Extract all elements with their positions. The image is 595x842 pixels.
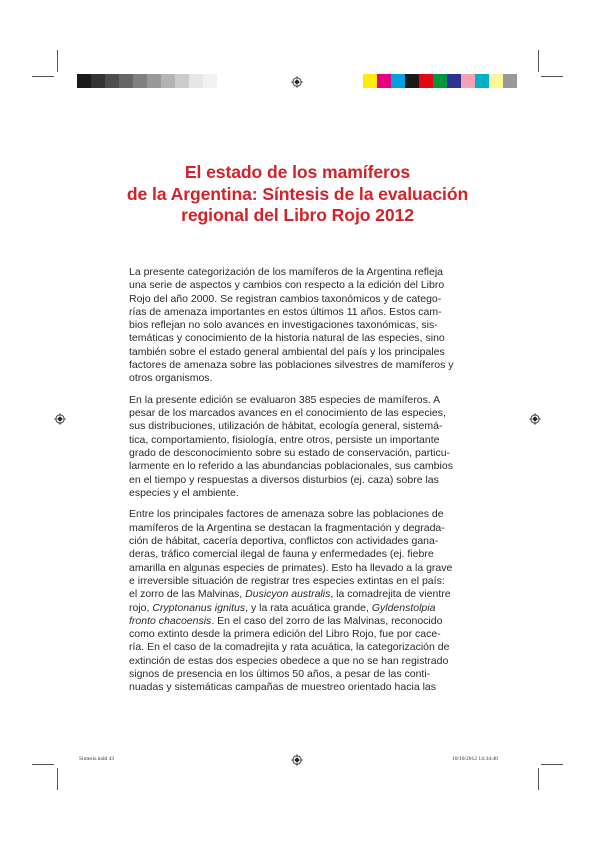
text-line: mamíferos de la Argentina se destacan la fragmentación y degrada- (129, 521, 445, 534)
text-line: rías de amenaza importantes en estos últimos 11 años. Estos cam- (129, 305, 442, 318)
species-name: Cryptonanus ignitus (152, 601, 246, 614)
text-line: nuadas y sistemáticas campañas de muestreo orientado hacia las (129, 681, 437, 694)
text-line: el zorro de las Malvinas, Dusicyon australis, la comadrejita de vientre (129, 588, 451, 601)
text-line: ría. En el caso de la comadrejita y rata acuática, la categorización de (129, 641, 450, 654)
color-swatch (391, 74, 405, 88)
page-title (60, 162, 535, 227)
species-name: Dusicyon australis (245, 588, 331, 601)
text-line: en el tiempo y respuestas a diversos disturbios (ej. caza) sobre las (129, 473, 439, 486)
text-line: factores de amenaza sobre las poblaciones silvestres de mamíferos y (129, 359, 454, 372)
text-line: sus distribuciones, utilización de hábitat, ecología general, sistemá- (129, 420, 443, 433)
text-line: La presente categorización de los mamíferos de la Argentina refleja (129, 266, 444, 278)
registration-mark-icon (291, 754, 303, 766)
text-line: como extinto desde la primera edición del Libro Rojo, fue por cace- (129, 628, 441, 641)
body-text (129, 266, 470, 703)
file-slug: Sintesis.indd 43 (79, 756, 115, 762)
text-line: fronto chacoensis. En el caso del zorro de las Malvinas, reconocido (129, 614, 443, 627)
text-line: pesar de los marcados avances en el conocimiento de las especies, (129, 407, 446, 420)
paragraph (129, 266, 470, 386)
color-swatch (203, 74, 217, 88)
color-swatch (489, 74, 503, 88)
paragraph (129, 394, 470, 500)
color-swatch (419, 74, 433, 88)
color-swatch (105, 74, 119, 88)
color-swatch (119, 74, 133, 88)
text-line: rojo, Cryptonanus ignitus, y la rata acuática grande, Gyldenstolpia (129, 601, 436, 614)
print-timestamp: 10/10/2012 14:34:40 (452, 756, 498, 762)
color-swatch (447, 74, 461, 88)
color-swatch (433, 74, 447, 88)
crop-mark (538, 50, 539, 72)
title-line: de la Argentina: Síntesis de la evaluación (126, 183, 469, 204)
color-swatch (147, 74, 161, 88)
text-line: En la presente edición se evaluaron 385 especies de mamíferos. A (129, 393, 441, 406)
title-line: regional del Libro Rojo 2012 (181, 205, 414, 225)
text-line: especies y el ambiente. (129, 486, 239, 499)
text-line: Rojo del año 2000. Se registran cambios taxonómicos y de catego- (129, 292, 442, 305)
text-line: larmente en lo referido a las abundancias poblacionales, sus cambios (129, 460, 453, 473)
crop-mark (57, 50, 58, 72)
color-swatch (133, 74, 147, 88)
text-line: ción de hábitat, cacería deportiva, conflictos con actividades gana- (129, 535, 439, 548)
crop-mark (541, 76, 563, 77)
registration-mark-icon (529, 413, 541, 425)
color-swatch (405, 74, 419, 88)
grayscale-color-bar (77, 74, 217, 88)
text-line: también sobre el estado general ambiental del país y los principales (129, 345, 445, 358)
text-line: deras, tráfico comercial ilegal de fauna y enfermedades (ej. fiebre (129, 548, 434, 561)
color-swatch (91, 74, 105, 88)
text-line: temáticas y conocimiento de la historia natural de las especies, sino (129, 332, 445, 345)
color-swatch (189, 74, 203, 88)
text-line: amarilla en algunas especies de primates). Esto ha llevado a la grave (129, 561, 453, 574)
color-swatch (475, 74, 489, 88)
process-color-bar (363, 74, 517, 88)
crop-mark (538, 768, 539, 790)
species-name: fronto chacoensis (129, 614, 212, 627)
color-swatch (363, 74, 377, 88)
text-line: extinción de estas dos especies obedece a que no se han registrado (129, 654, 449, 667)
crop-mark (541, 764, 563, 765)
text-line: tica, comportamiento, fisiología, entre otros, persiste un importante (129, 433, 440, 446)
registration-mark-icon (54, 413, 66, 425)
text-line: e irreversible situación de registrar tres especies extintas en el país: (129, 574, 445, 587)
registration-mark-icon (291, 76, 303, 88)
text-line: otros organismos. (129, 372, 213, 385)
paragraph (129, 508, 470, 694)
color-swatch (77, 74, 91, 88)
crop-mark (32, 764, 54, 765)
text-line: una serie de aspectos y cambios con respecto a la edición del Libro (129, 279, 445, 292)
crop-mark (32, 76, 54, 77)
species-name: Gyldenstolpia (371, 601, 436, 614)
title-line: El estado de los mamíferos (184, 162, 411, 182)
color-swatch (503, 74, 517, 88)
color-swatch (461, 74, 475, 88)
text-line: bios reflejan no solo avances en investigaciones taxonómicas, sis- (129, 319, 438, 332)
text-line: Entre los principales factores de amenaza sobre las poblaciones de (129, 508, 444, 521)
color-swatch (161, 74, 175, 88)
text-line: signos de presencia en los últimos 50 años, a pesar de las conti- (129, 667, 431, 680)
crop-mark (57, 768, 58, 790)
text-line: grado de desconocimiento sobre su estado de conservación, particu- (129, 447, 451, 460)
color-swatch (175, 74, 189, 88)
color-swatch (377, 74, 391, 88)
